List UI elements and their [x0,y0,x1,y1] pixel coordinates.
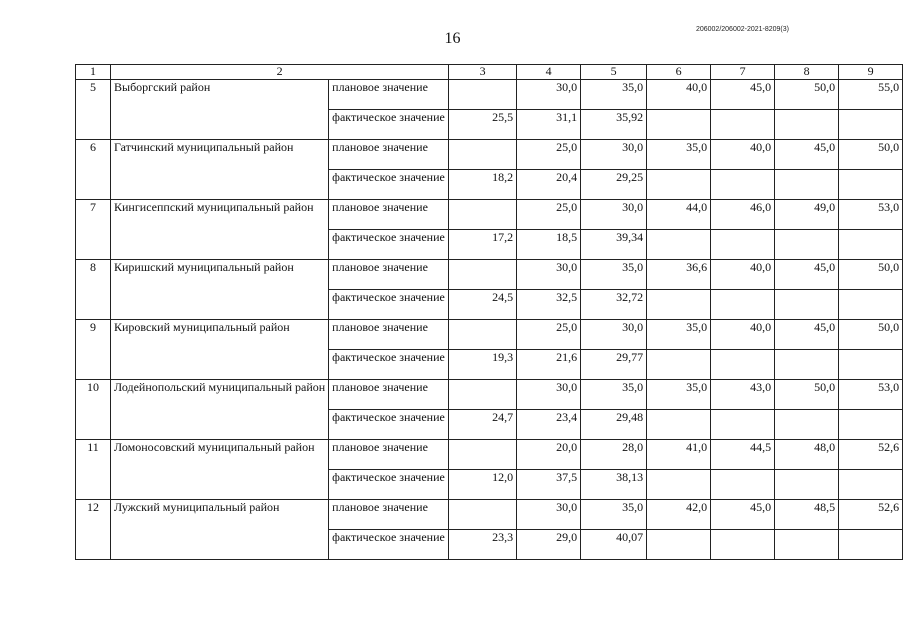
value-type-label: плановое значение [329,320,449,350]
value-cell: 20,4 [517,170,581,200]
value-cell: 23,4 [517,410,581,440]
value-type-label: фактическое значение [329,530,449,560]
value-type-label: фактическое значение [329,470,449,500]
district-name: Ломоносовский муниципальный район [111,440,329,500]
district-plan-row [76,140,903,170]
header-cell: 8 [775,65,839,80]
district-name: Гатчинский муниципальный район [111,140,329,200]
target-value-cell: 48,5 [775,500,839,530]
district-plan-row [76,380,903,410]
row-number: 5 [76,80,111,140]
empty-cell [647,230,711,260]
target-value-cell: 50,0 [839,260,903,290]
value-type-label: плановое значение [329,140,449,170]
value-cell [449,140,517,170]
empty-cell [647,530,711,560]
empty-cell [775,110,839,140]
value-cell [449,320,517,350]
empty-cell [839,230,903,260]
target-value-cell: 53,0 [839,200,903,230]
value-cell: 24,7 [449,410,517,440]
value-cell: 19,3 [449,350,517,380]
empty-cell [711,290,775,320]
value-type-label: фактическое значение [329,170,449,200]
target-value-cell: 52,6 [839,500,903,530]
value-cell: 25,0 [517,200,581,230]
empty-cell [647,290,711,320]
target-value-cell: 46,0 [711,200,775,230]
target-value-cell: 50,0 [839,320,903,350]
empty-cell [839,170,903,200]
value-type-label: фактическое значение [329,290,449,320]
value-type-label: плановое значение [329,200,449,230]
value-cell: 30,0 [517,500,581,530]
value-type-label: плановое значение [329,260,449,290]
value-type-label: фактическое значение [329,110,449,140]
value-cell: 30,0 [581,200,647,230]
empty-cell [775,470,839,500]
target-value-cell: 42,0 [647,500,711,530]
target-value-cell: 48,0 [775,440,839,470]
value-cell: 24,5 [449,290,517,320]
document-id: 206002/206002-2021-8209(3) [695,26,789,33]
target-value-cell: 50,0 [775,380,839,410]
value-cell: 31,1 [517,110,581,140]
empty-cell [711,350,775,380]
header-cell: 5 [581,65,647,80]
value-type-label: плановое значение [329,380,449,410]
target-value-cell: 41,0 [647,440,711,470]
district-name: Кингисеппский муниципальный район [111,200,329,260]
empty-cell [775,230,839,260]
header-cell: 2 [111,65,449,80]
empty-cell [647,410,711,440]
header-cell: 9 [839,65,903,80]
target-value-cell: 45,0 [711,500,775,530]
target-value-cell: 40,0 [647,80,711,110]
empty-cell [775,290,839,320]
value-cell: 35,0 [581,80,647,110]
target-value-cell: 35,0 [647,320,711,350]
empty-cell [711,230,775,260]
empty-cell [839,530,903,560]
target-value-cell: 40,0 [711,260,775,290]
district-plan-row [76,320,903,350]
empty-cell [775,170,839,200]
target-value-cell: 40,0 [711,320,775,350]
row-number: 12 [76,500,111,560]
district-name: Лодейнопольский муниципальный район [111,380,329,440]
value-type-label: фактическое значение [329,230,449,260]
empty-cell [711,170,775,200]
value-cell: 29,0 [517,530,581,560]
value-cell: 25,5 [449,110,517,140]
district-plan-row [76,500,903,530]
value-cell: 25,0 [517,320,581,350]
value-cell: 30,0 [581,140,647,170]
header-cell: 1 [76,65,111,80]
value-cell: 28,0 [581,440,647,470]
target-value-cell: 35,0 [647,140,711,170]
district-name: Кировский муниципальный район [111,320,329,380]
header-cell: 4 [517,65,581,80]
value-cell: 35,0 [581,500,647,530]
empty-cell [839,290,903,320]
value-cell [449,440,517,470]
target-value-cell: 45,0 [775,320,839,350]
target-value-cell: 35,0 [647,380,711,410]
target-value-cell: 44,0 [647,200,711,230]
empty-cell [839,350,903,380]
value-cell: 20,0 [517,440,581,470]
value-cell: 38,13 [581,470,647,500]
value-type-label: плановое значение [329,440,449,470]
value-cell: 35,0 [581,380,647,410]
value-type-label: плановое значение [329,80,449,110]
value-cell: 30,0 [581,320,647,350]
header-cell: 6 [647,65,711,80]
table-body [76,65,903,560]
value-cell: 32,5 [517,290,581,320]
district-name: Выборгский район [111,80,329,140]
value-cell: 29,25 [581,170,647,200]
target-value-cell: 40,0 [711,140,775,170]
target-value-cell: 55,0 [839,80,903,110]
value-cell [449,260,517,290]
empty-cell [647,350,711,380]
empty-cell [711,530,775,560]
value-cell: 21,6 [517,350,581,380]
value-cell: 32,72 [581,290,647,320]
value-cell [449,200,517,230]
page-number: 16 [444,30,461,47]
value-cell: 23,3 [449,530,517,560]
district-plan-row [76,80,903,110]
row-number: 6 [76,140,111,200]
header-cell: 7 [711,65,775,80]
target-value-cell: 50,0 [775,80,839,110]
value-cell: 39,34 [581,230,647,260]
row-number: 11 [76,440,111,500]
empty-cell [711,470,775,500]
value-cell: 35,0 [581,260,647,290]
district-plan-row [76,440,903,470]
empty-cell [647,170,711,200]
value-type-label: фактическое значение [329,410,449,440]
target-value-cell: 52,6 [839,440,903,470]
target-value-cell: 36,6 [647,260,711,290]
empty-cell [711,410,775,440]
district-plan-row [76,200,903,230]
target-value-cell: 45,0 [775,140,839,170]
empty-cell [839,110,903,140]
value-cell: 30,0 [517,80,581,110]
target-value-cell: 50,0 [839,140,903,170]
value-cell: 25,0 [517,140,581,170]
empty-cell [839,470,903,500]
empty-cell [647,470,711,500]
row-number: 9 [76,320,111,380]
row-number: 10 [76,380,111,440]
value-cell: 37,5 [517,470,581,500]
indicator-table [75,64,903,560]
header-row [76,65,903,80]
value-cell [449,500,517,530]
value-cell: 17,2 [449,230,517,260]
value-cell: 18,5 [517,230,581,260]
district-name: Киришский муниципальный район [111,260,329,320]
target-value-cell: 43,0 [711,380,775,410]
header-cell: 3 [449,65,517,80]
target-value-cell: 45,0 [775,260,839,290]
value-cell [449,80,517,110]
row-number: 7 [76,200,111,260]
empty-cell [839,410,903,440]
target-value-cell: 49,0 [775,200,839,230]
value-cell: 30,0 [517,260,581,290]
empty-cell [711,110,775,140]
value-cell [449,380,517,410]
empty-cell [775,410,839,440]
target-value-cell: 44,5 [711,440,775,470]
value-cell: 35,92 [581,110,647,140]
value-cell: 30,0 [517,380,581,410]
value-type-label: фактическое значение [329,350,449,380]
value-cell: 40,07 [581,530,647,560]
target-value-cell: 53,0 [839,380,903,410]
empty-cell [647,110,711,140]
target-value-cell: 45,0 [711,80,775,110]
value-cell: 29,48 [581,410,647,440]
district-name: Лужский муниципальный район [111,500,329,560]
row-number: 8 [76,260,111,320]
value-cell: 29,77 [581,350,647,380]
empty-cell [775,530,839,560]
district-plan-row [76,260,903,290]
value-type-label: плановое значение [329,500,449,530]
value-cell: 18,2 [449,170,517,200]
value-cell: 12,0 [449,470,517,500]
empty-cell [775,350,839,380]
